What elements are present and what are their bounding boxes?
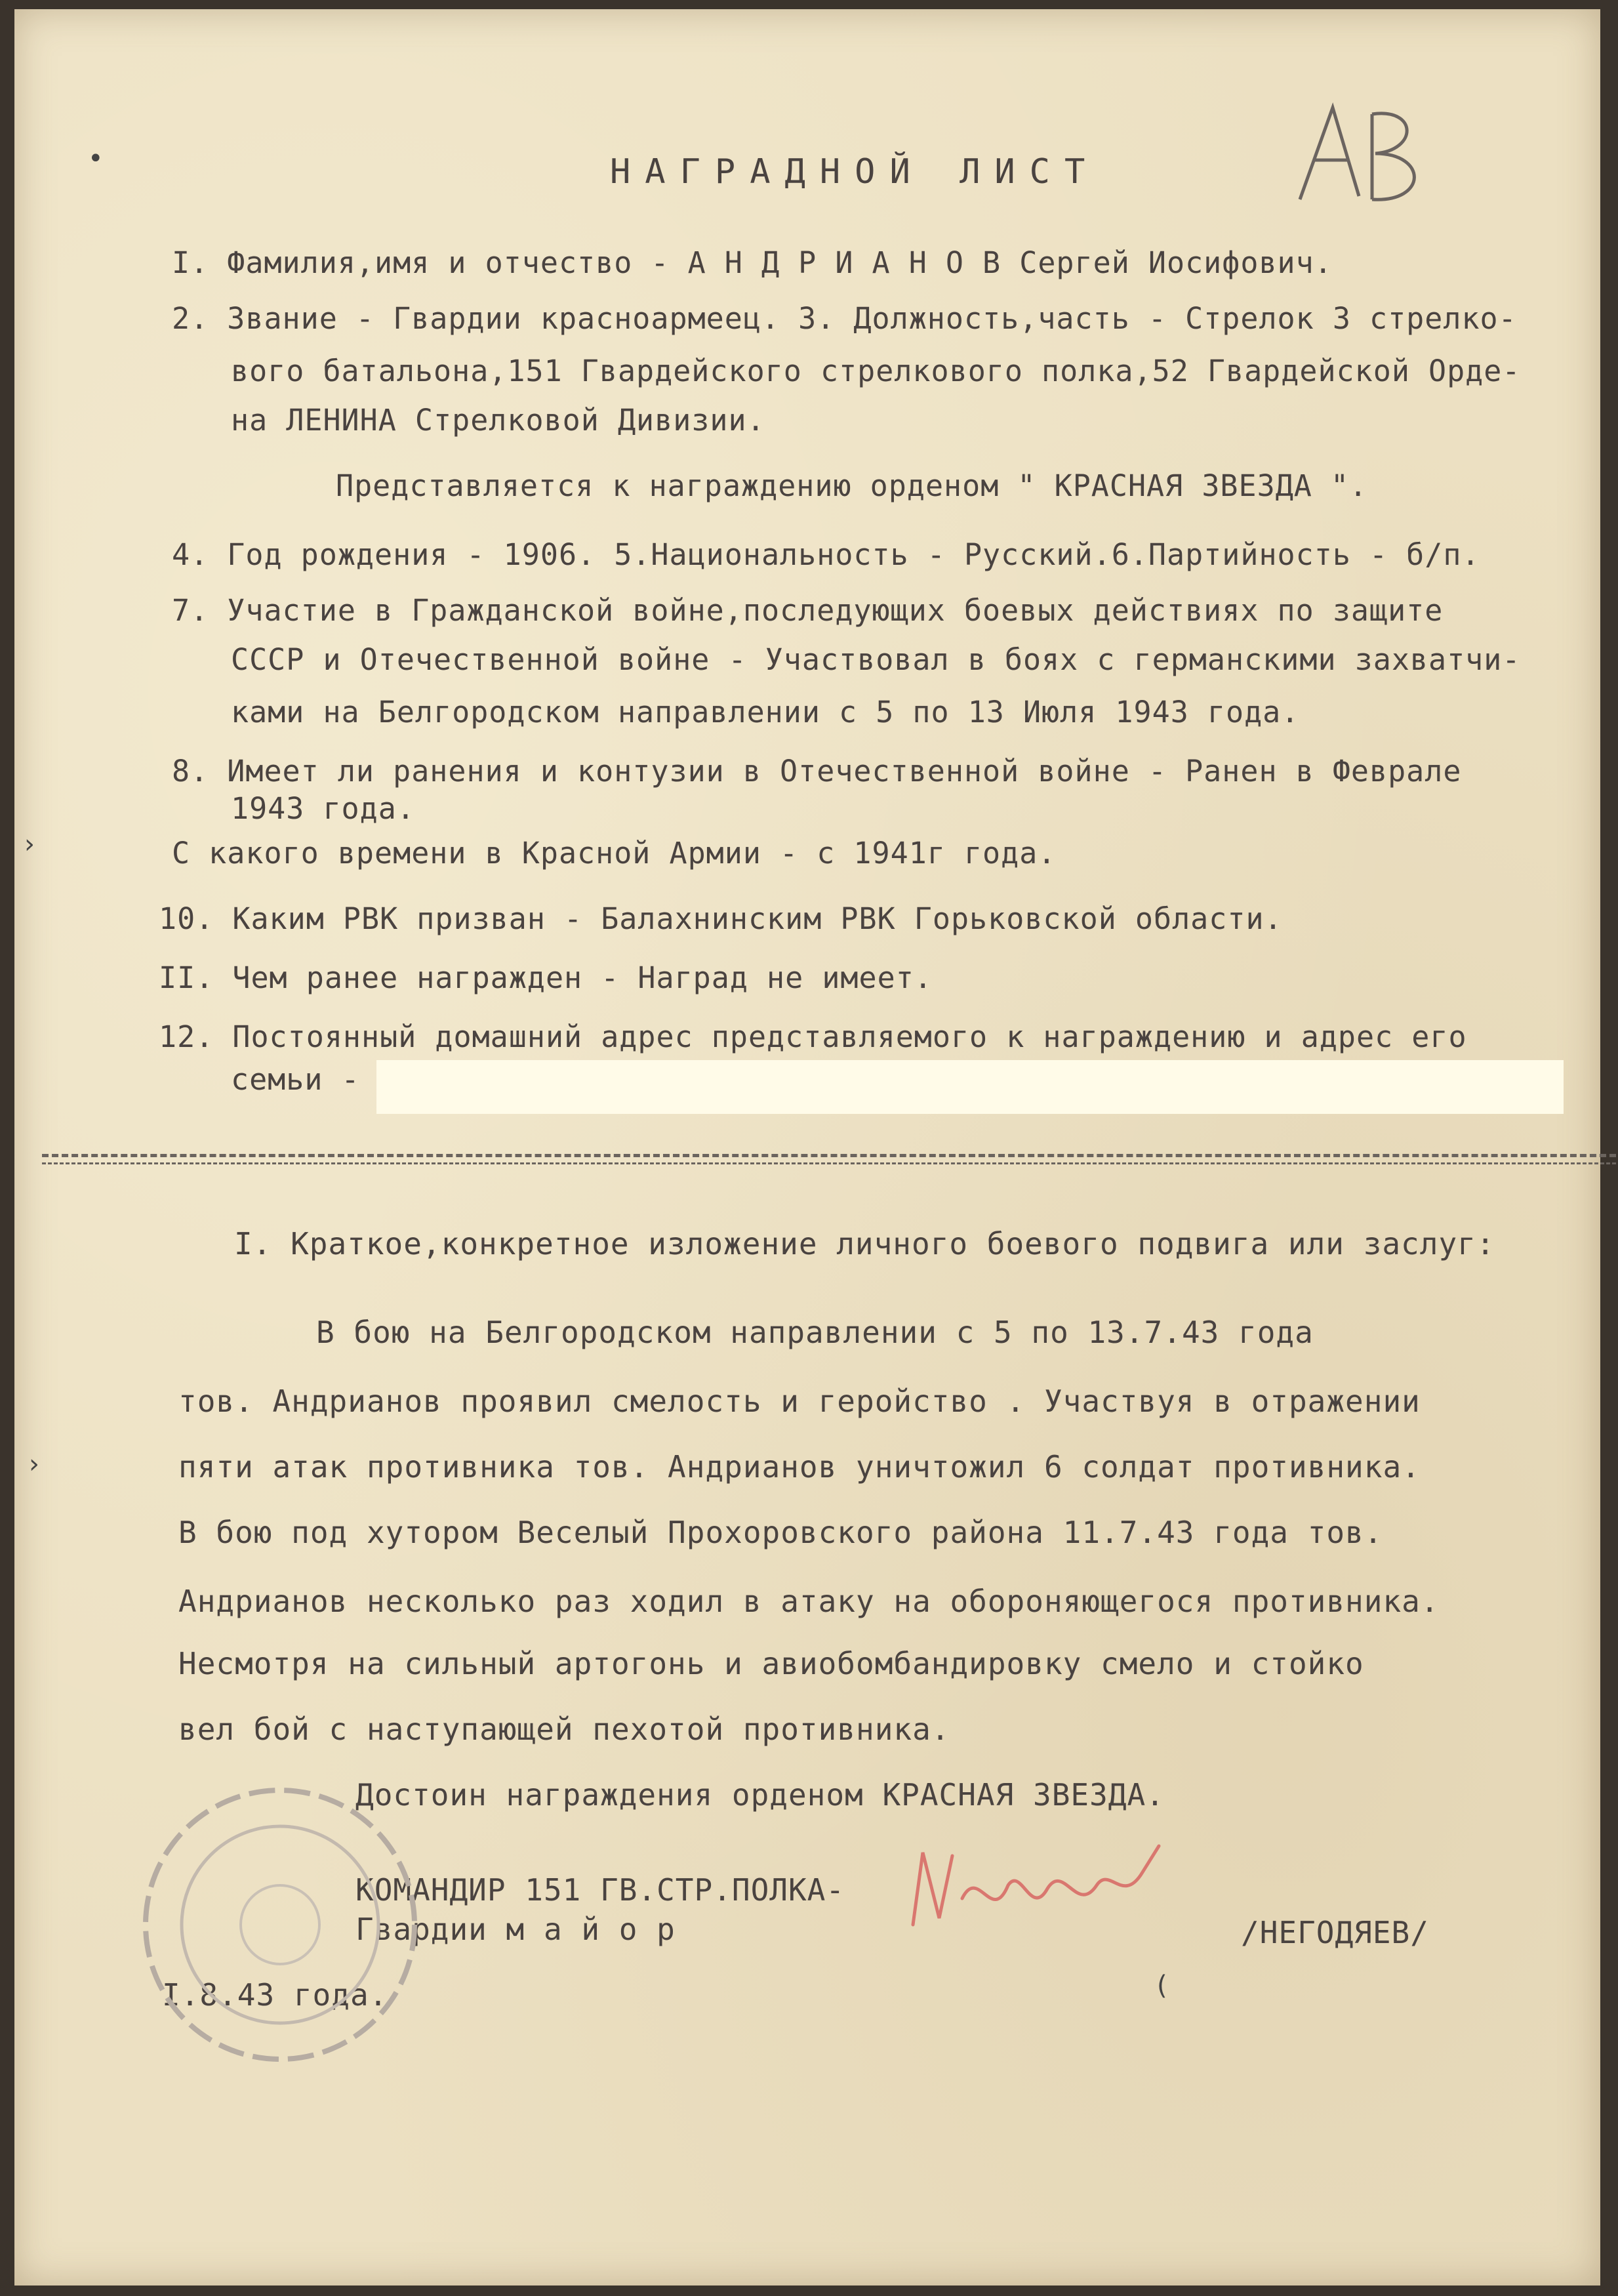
divider-line: [42, 1154, 1616, 1157]
margin-mark: •: [88, 144, 104, 174]
feat-line-6: Несмотря на сильный артогонь и авиобомбандировку смело и стойко: [178, 1646, 1364, 1681]
nomination-line: Представляется к награждению орденом " КРАСНАЯ ЗВЕЗДА ".: [336, 468, 1368, 503]
field-draft-office: 10. Каким РВК призван - Балахнинским РВК Горьковской области.: [159, 901, 1283, 936]
handwritten-signature: [900, 1826, 1175, 1958]
handwritten-mark: [1287, 88, 1444, 219]
field-rank: 2. Звание - Гвардии красноармеец. 3. Должность,часть - Стрелок 3 стрелко-: [172, 301, 1517, 336]
award-sheet: [14, 9, 1600, 2286]
margin-mark: ›: [29, 1449, 39, 1479]
field-war-participation-end: ками на Белгородском направлении с 5 по 13 Июля 1943 года.: [231, 695, 1300, 729]
feat-heading: I. Краткое,конкретное изложение личного боевого подвига или заслуг:: [234, 1226, 1495, 1261]
field-war-participation: 7. Участие в Гражданской войне,последующих боевых действиях по защите: [172, 593, 1444, 628]
field-war-participation-cont: СССР и Отечественной войне - Участвовал в боях с германскими захватчи-: [231, 642, 1521, 677]
field-name: I. Фамилия,имя и отчество - А Н Д Р И А Н О В Сергей Иосифович.: [172, 245, 1333, 280]
field-address: 12. Постоянный домашний адрес представляемого к награждению и адрес его: [159, 1019, 1467, 1054]
field-wounds: 8. Имеет ли ранения и контузии в Отечественной войне - Ранен в Феврале: [172, 754, 1462, 789]
signer-position: КОМАНДИР 151 ГВ.СТР.ПОЛКА-: [355, 1872, 845, 1908]
field-birth: 4. Год рождения - 1906. 5.Национальность - Русский.6.Партийность - б/п.: [172, 537, 1480, 572]
redacted-address: [376, 1060, 1564, 1114]
feat-line-1: В бою на Белгородском направлении с 5 по 13.7.43 года: [316, 1315, 1314, 1350]
divider-line-2: [42, 1162, 1616, 1164]
field-unit-cont: вого батальона,151 Гвардейского стрелкового полка,52 Гвардейской Орде-: [231, 354, 1521, 388]
feat-line-2: тов. Андрианов проявил смелость и геройство . Участвуя в отражении: [178, 1384, 1421, 1419]
field-wounds-cont: 1943 года.: [231, 791, 415, 826]
margin-mark: ›: [24, 829, 35, 859]
field-unit-end: на ЛЕНИНА Стрелковой Дивизии.: [231, 403, 765, 438]
signer-rank: Гвардии м а й о р: [355, 1912, 676, 1947]
feat-conclusion: Достоин награждения орденом КРАСНАЯ ЗВЕЗДА.: [355, 1777, 1165, 1813]
signer-name: /НЕГОДЯЕВ/: [1241, 1915, 1429, 1950]
official-stamp: [136, 1780, 424, 2069]
feat-line-3: пяти атак противника тов. Андрианов уничтожил 6 солдат противника.: [178, 1449, 1421, 1485]
feat-line-5: Андрианов несколько раз ходил в атаку на обороняющегося противника.: [178, 1584, 1440, 1619]
margin-mark: (: [1157, 1971, 1167, 2001]
field-previous-awards: II. Чем ранее награжден - Наград не имеет.: [159, 960, 933, 995]
field-service-since: С какого времени в Красной Армии - с 1941г года.: [172, 836, 1057, 871]
field-address-family: семьи -: [231, 1062, 360, 1097]
document-date: I.8.43 года.: [162, 1977, 388, 2013]
feat-line-7: вел бой с наступающей пехотой противника.: [178, 1712, 950, 1747]
feat-line-4: В бою под хутором Веселый Прохоровского района 11.7.43 года тов.: [178, 1515, 1383, 1550]
document-title: НАГРАДНОЙ ЛИСТ: [610, 152, 1100, 192]
